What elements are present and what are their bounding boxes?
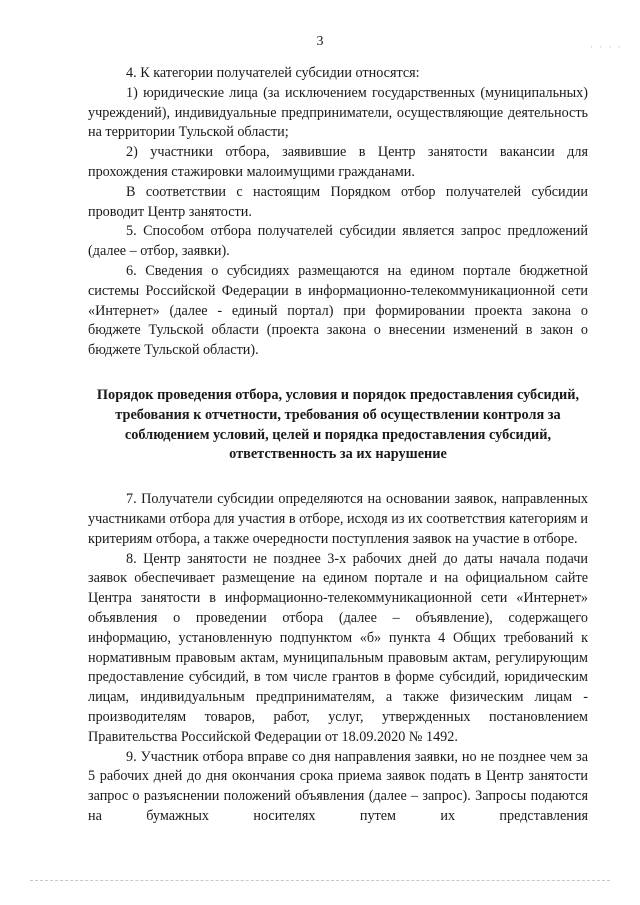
page-number: 3 <box>316 34 324 49</box>
paragraph-5: 5. Способом отбора получателей субсидии является запрос предложений (далее – отбор, заявки). <box>88 223 588 260</box>
paragraph-8: 8. Центр занятости не позднее 3-х рабочих дней до даты начала подачи заявок обеспечивает размещение на едином портале и на официальном сайте Центра занятости в информационно-телекоммуникационной сети «Интернет» объявления о проведении отбора (далее – объявление), содержащего информацию, установленную подпунктом «б» пункта 4 Общих требований к нормативным правовым актам, муниципальным правовым актам, регулирующим предоставление субсидий, в том числе грантов в форме субсидий, юридическим лицам, индивидуальным предпринимателям, а также физическим лицам - производителям товаров, работ, услуг, утвержденных постановлением Правительства Российской Федерации от 18.09.2020 № 1492. <box>88 550 588 745</box>
scan-bottom-edge <box>30 880 610 881</box>
paragraph-4-item-1: 1) юридические лица (за исключением государственных (муниципальных) учреждений), индивидуальные предприниматели, осуществляющие деятельность на территории Тульской области; <box>88 84 588 141</box>
paragraph-6: 6. Сведения о субсидиях размещаются на едином портале бюджетной системы Российской Федерации в информационно-телекоммуникационной сети «Интернет» (далее - единый портал) при формировании проекта закона о бюджете Тульской области (проекта закона о внесении изменений в закон о бюджете Тульской области). <box>88 262 588 359</box>
scan-artifact: · · · · <box>590 42 623 52</box>
paragraph-4-item-2: 2) участники отбора, заявившие в Центр занятости вакансии для прохождения стажировки малоимущими гражданами. <box>88 144 588 180</box>
paragraph-7: 7. Получатели субсидии определяются на основании заявок, направленных участниками отбора для участия в отборе, исходя из их соответствия категориям и критериям отбора, а также очередности поступления заявок на участие в отборе. <box>88 491 588 547</box>
paragraph-9: 9. Участник отбора вправе со дня направления заявки, но не позднее чем за 5 рабочих дней до дня окончания срока приема заявок подать в Центр занятости запрос о разъяснении положений объявления (далее – запрос). Запросы подаются на бумажных носителях путем их представления <box>88 748 588 824</box>
paragraph-4: 4. К категории получателей субсидии относятся: <box>126 65 420 81</box>
document-body <box>88 64 588 827</box>
paragraph-4-note: В соответствии с настоящим Порядком отбор получателей субсидии проводит Центр занятости. <box>88 183 588 220</box>
section-heading: Порядок проведения отбора, условия и порядок предоставления субсидий, требования к отчетности, требования об осуществлении контроля за соблюдением условий, целей и порядка предоставления субсидий, ответственность за их нарушение <box>96 386 580 463</box>
